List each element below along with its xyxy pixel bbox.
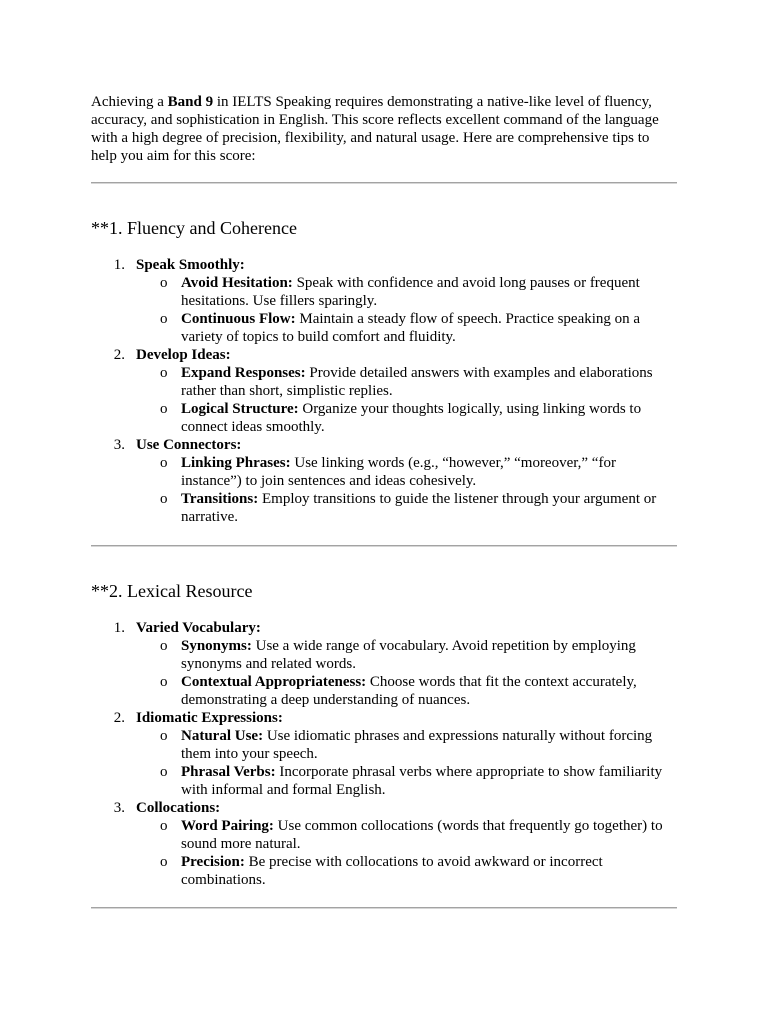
sub-list-item <box>136 637 671 673</box>
horizontal-rule <box>91 182 677 184</box>
document-body <box>91 0 677 909</box>
sub-item-text: Incorporate phrasal verbs where appropriate to show familiarity with informal and formal English. <box>181 764 663 798</box>
list-number: 1. <box>113 257 125 273</box>
sub-item-label: Avoid Hesitation: <box>181 275 293 291</box>
bullet-marker: o <box>160 365 168 381</box>
bullet-marker: o <box>160 854 168 870</box>
sub-item-text: Speak with confidence and avoid long pauses or frequent hesitations. Use fillers sparingly. <box>181 275 640 309</box>
sub-list-item <box>136 490 671 526</box>
sub-item-text: Use linking words (e.g., “however,” “moreover,” “for instance”) to join sentences and ideas cohesively. <box>181 455 616 489</box>
list-item-line <box>113 619 671 637</box>
sub-item-text: Use common collocations (words that frequently go together) to sound more natural. <box>181 818 663 852</box>
list-item-line <box>113 709 671 727</box>
list-number: 3. <box>113 800 125 816</box>
intro-paragraph <box>91 93 671 165</box>
bullet-marker: o <box>160 275 168 291</box>
sub-list-item <box>136 853 671 889</box>
list-item <box>91 256 671 346</box>
list-item-title: Idiomatic Expressions: <box>136 710 283 726</box>
list-number: 2. <box>113 710 125 726</box>
intro-emphasis: Band 9 <box>167 94 214 110</box>
sub-item-text: Organize your thoughts logically, using linking words to connect ideas smoothly. <box>181 401 642 435</box>
list-item-line <box>113 346 671 364</box>
sub-item-label: Natural Use: <box>181 728 264 744</box>
sub-list-item <box>136 400 671 436</box>
sub-item-label: Precision: <box>181 854 245 870</box>
list-item-line <box>113 256 671 274</box>
sub-item-text: Maintain a steady flow of speech. Practice speaking on a variety of topics to build comfort and fluidity. <box>181 311 641 345</box>
list-item-title: Speak Smoothly: <box>136 257 245 273</box>
section-heading-lexical: **2. Lexical Resource <box>91 581 253 601</box>
sub-list-item <box>136 454 671 490</box>
list-number: 3. <box>113 437 125 453</box>
sub-item-label: Logical Structure: <box>181 401 299 417</box>
sub-item-label: Transitions: <box>181 491 259 507</box>
numbered-list <box>91 619 671 889</box>
bullet-marker: o <box>160 491 168 507</box>
sub-list-item <box>136 274 671 310</box>
sub-list-item <box>136 673 671 709</box>
bullet-marker: o <box>160 674 168 690</box>
list-item-title: Develop Ideas: <box>136 347 231 363</box>
sub-item-text: Use idiomatic phrases and expressions naturally without forcing them into your speech. <box>181 728 653 762</box>
section-heading-fluency: **1. Fluency and Coherence <box>91 218 297 238</box>
bullet-marker: o <box>160 311 168 327</box>
sub-item-label: Continuous Flow: <box>181 311 296 327</box>
bullet-marker: o <box>160 401 168 417</box>
sub-list-item <box>136 817 671 853</box>
list-item-title: Varied Vocabulary: <box>136 620 261 636</box>
bullet-marker: o <box>160 638 168 654</box>
sub-list-item <box>136 364 671 400</box>
sub-list-item <box>136 310 671 346</box>
list-item <box>91 346 671 436</box>
list-item <box>91 619 671 709</box>
horizontal-rule <box>91 545 677 547</box>
intro-text-start: Achieving a <box>91 94 164 110</box>
sub-item-text: Employ transitions to guide the listener through your argument or narrative. <box>181 491 657 525</box>
sub-item-text: Provide detailed answers with examples and elaborations rather than short, simplistic replies. <box>181 365 653 399</box>
sub-item-label: Phrasal Verbs: <box>181 764 276 780</box>
list-item <box>91 436 671 526</box>
sub-item-label: Linking Phrases: <box>181 455 291 471</box>
sub-list-item <box>136 727 671 763</box>
sub-item-label: Word Pairing: <box>181 818 274 834</box>
sub-item-label: Expand Responses: <box>181 365 306 381</box>
numbered-list <box>91 256 671 526</box>
list-item <box>91 799 671 889</box>
horizontal-rule <box>91 907 677 909</box>
list-item-title: Collocations: <box>136 800 221 816</box>
sub-item-text: Be precise with collocations to avoid awkward or incorrect combinations. <box>181 854 603 888</box>
bullet-marker: o <box>160 764 168 780</box>
bullet-marker: o <box>160 728 168 744</box>
list-item-title: Use Connectors: <box>136 437 242 453</box>
list-item-line <box>113 799 671 817</box>
sub-list-item <box>136 763 671 799</box>
list-item-line <box>113 436 671 454</box>
list-item <box>91 709 671 799</box>
list-number: 1. <box>113 620 125 636</box>
sub-item-text: Use a wide range of vocabulary. Avoid repetition by employing synonyms and related words. <box>181 638 636 672</box>
sub-item-label: Synonyms: <box>181 638 252 654</box>
bullet-marker: o <box>160 818 168 834</box>
sub-item-text: Choose words that fit the context accurately, demonstrating a deep understanding of nuances. <box>181 674 637 708</box>
list-number: 2. <box>113 347 125 363</box>
sub-item-label: Contextual Appropriateness: <box>181 674 367 690</box>
intro-text-end: in IELTS Speaking requires demonstrating a native-like level of fluency, accuracy, and sophistication in English. This score reflects excellent command of the language with a high degree of precision, flexibility, and natural usage. Here are comprehensive tips to help you aim for this score: <box>91 94 659 164</box>
bullet-marker: o <box>160 455 168 471</box>
